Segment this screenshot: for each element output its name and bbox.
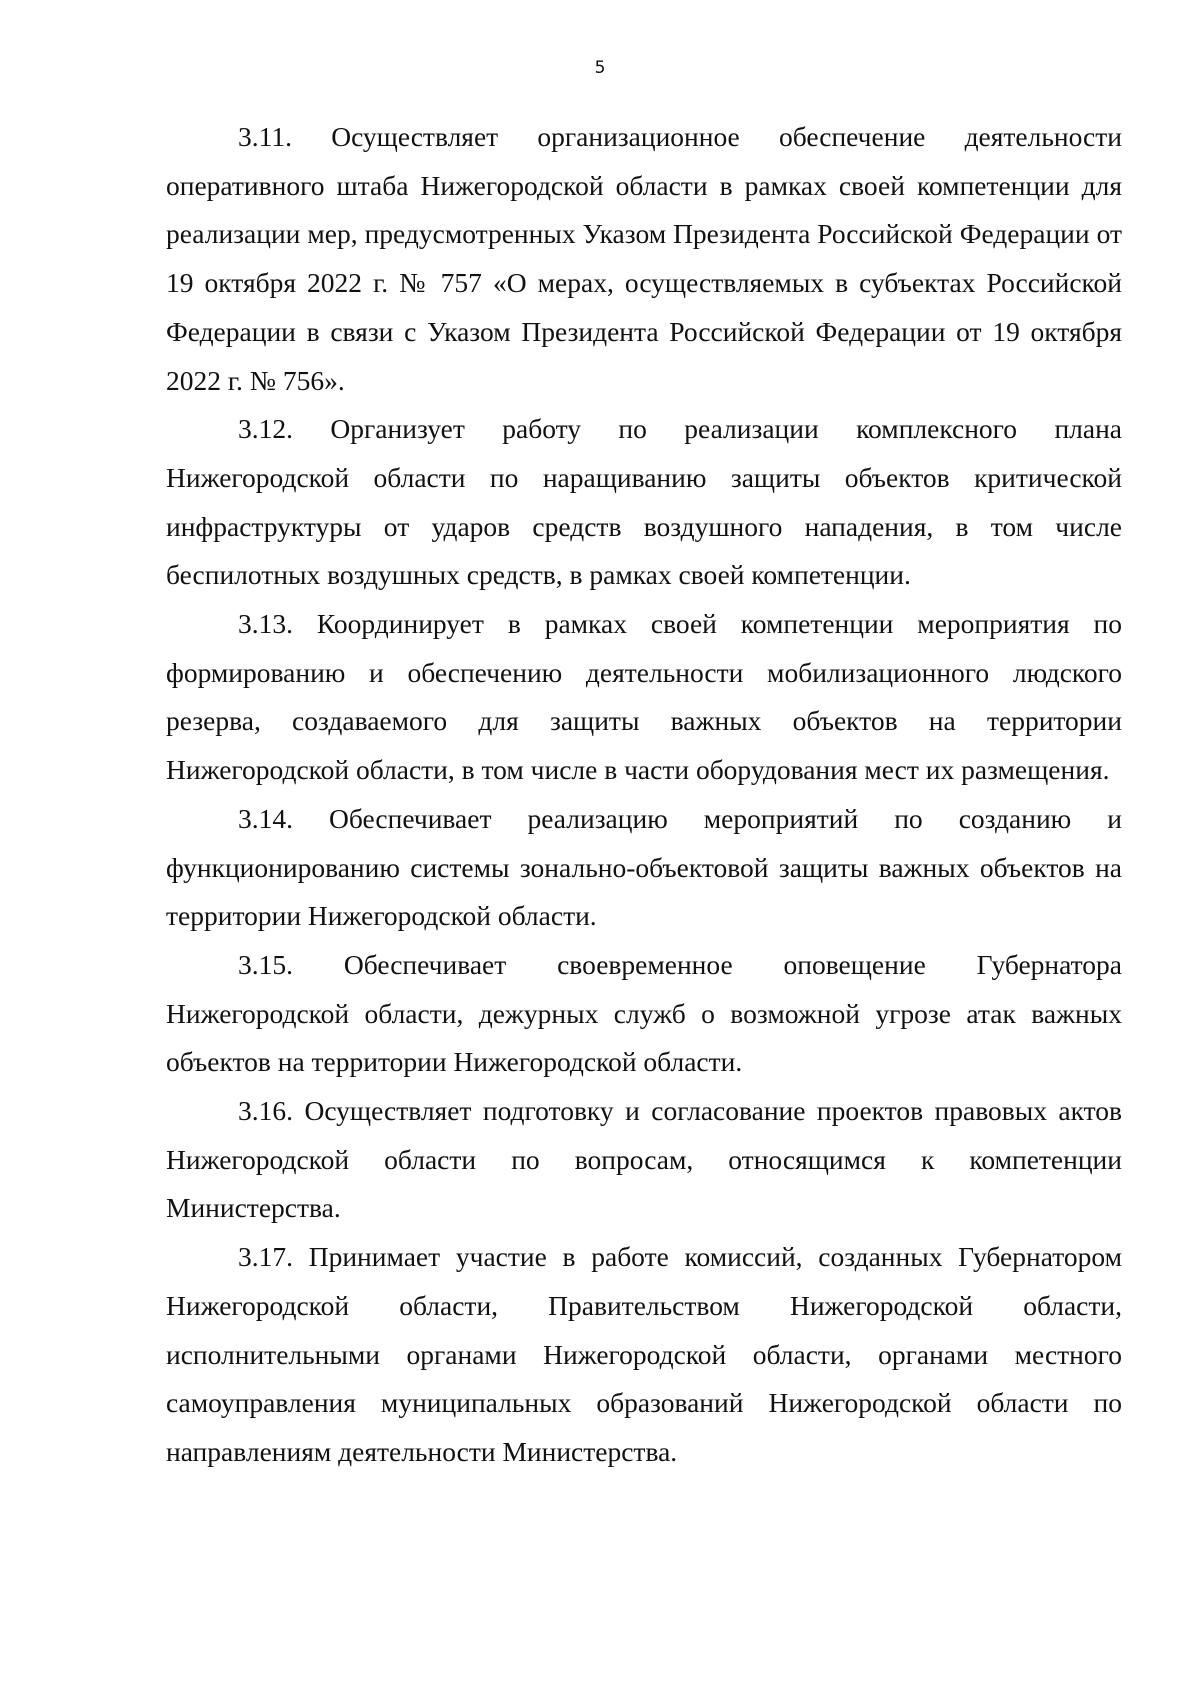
paragraph-text: Обеспечивает своевременное оповещение Губернатора Нижегородской области, дежурных служб о возможной угрозе атак важных объектов на территории Нижегородской области.	[166, 948, 1123, 1078]
paragraph-text: Координирует в рамках своей компетенции мероприятия по формированию и обеспечению деятельности мобилизационного людского резерва, создаваемого для защиты важных объектов на территории Нижегородской области, в том числе в части оборудования мест их размещения.	[166, 608, 1122, 786]
paragraph-text: Осуществляет подготовку и согласование проектов правовых актов Нижегородской области по вопросам, относящимся к компетенции Министерства.	[166, 1095, 1122, 1224]
paragraph-3-15	[166, 941, 1122, 1087]
paragraph-text: Обеспечивает реализацию мероприятий по созданию и функционированию системы зонально-объектовой защиты важных объектов на территории Нижегородской области.	[166, 802, 1122, 932]
paragraph-text: Организует работу по реализации комплексного плана Нижегородской области по наращиванию защиты объектов критической инфраструктуры от ударов средств воздушного нападения, в том числе беспилотных воздушных средств, в рамках своей компетенции.	[166, 413, 1123, 591]
paragraph-number: 3.13.	[238, 608, 293, 640]
page-number: 5	[594, 58, 606, 78]
document-body	[166, 113, 1122, 1477]
paragraph-number: 3.14.	[238, 802, 293, 834]
paragraph-3-11	[166, 113, 1122, 405]
paragraph-number: 3.16.	[238, 1095, 293, 1127]
paragraph-text: Принимает участие в работе комиссий, созданных Губернатором Нижегородской области, Правительством Нижегородской области, исполнительными органами Нижегородской области, органами местного самоуправления муниципальных образований Нижегородской области по направлениям деятельности Министерства.	[166, 1241, 1122, 1467]
paragraph-text: Осуществляет организационное обеспечение деятельности оперативного штаба Нижегородской области в рамках своей компетенции для реализации мер, предусмотренных Указом Президента Российской Федерации от 19 октября 2022 г. № 757 «О мерах, осуществляемых в субъектах Российской Федерации в связи с Указом Президента Российской Федерации от 19 октября 2022 г. № 756».	[166, 121, 1122, 396]
paragraph-number: 3.17.	[238, 1241, 293, 1273]
paragraph-3-12	[166, 405, 1122, 600]
paragraph-number: 3.15.	[238, 948, 293, 980]
paragraph-number: 3.12.	[238, 413, 293, 445]
paragraph-3-14	[166, 795, 1122, 941]
paragraph-3-17	[166, 1233, 1122, 1477]
paragraph-3-16	[166, 1087, 1122, 1233]
paragraph-3-13	[166, 600, 1122, 795]
paragraph-number: 3.11.	[238, 121, 292, 152]
